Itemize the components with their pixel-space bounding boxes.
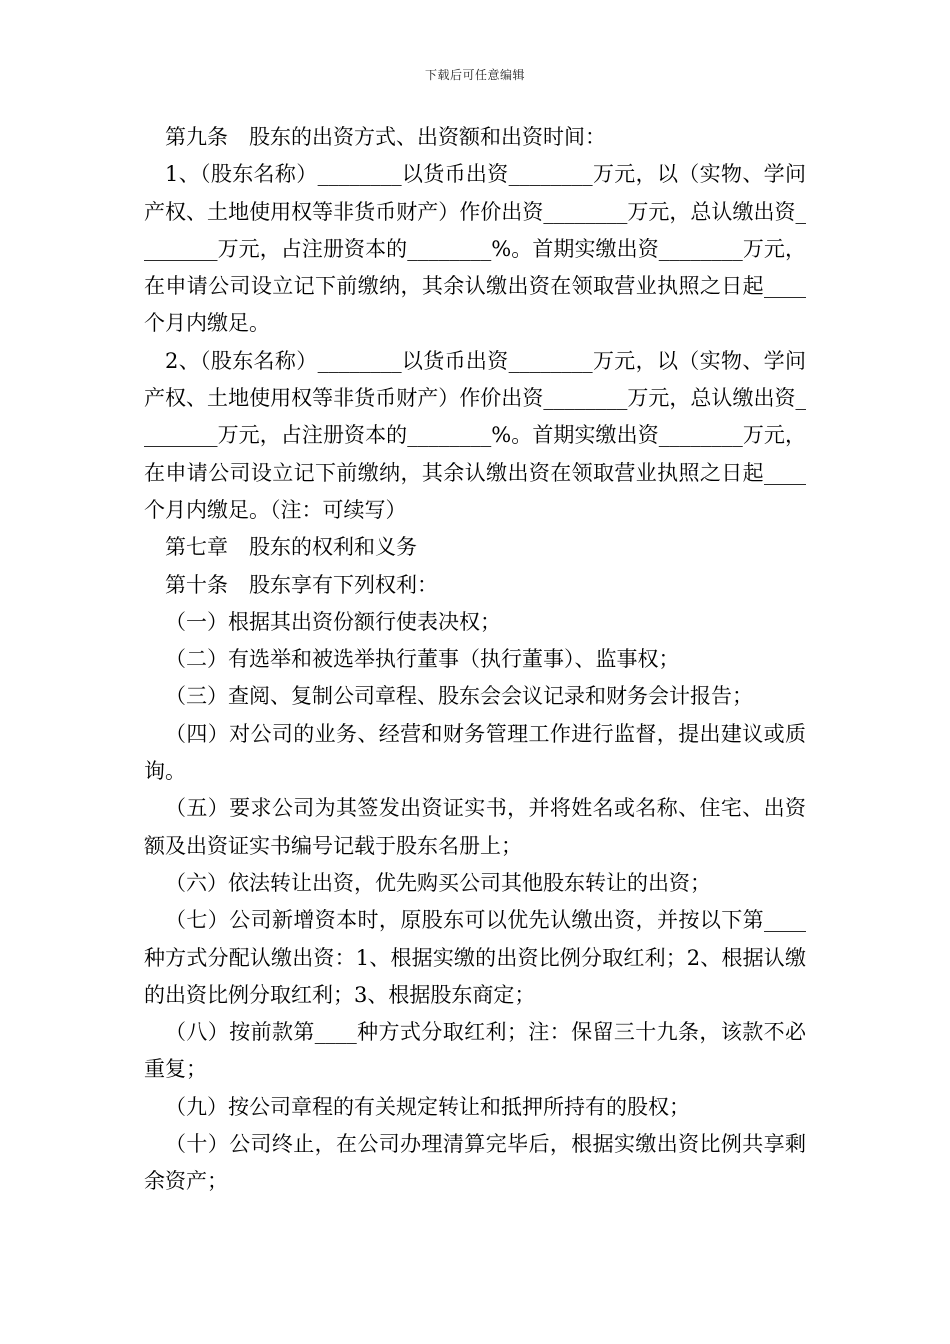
right-item-10: （十）公司终止，在公司办理清算完毕后，根据实缴出资比例共享剩余资产；	[144, 1132, 806, 1194]
shareholder-2-contribution: 2、（股东名称）________以货币出资________万元，以（实物、学问产权、土地使用权等非货币财产）作价出资________万元，总认缴出资________万元，占注册资本的________%。首期实缴出资________万元，在申请公司设立记下前缴纳，其余认缴出资在领取营业执照之日起____个月内缴足。（注：可续写）	[144, 348, 806, 522]
right-item-3: （三）查阅、复制公司章程、股东会会议记录和财务会计报告；	[165, 684, 753, 709]
right-item-5: （五）要求公司为其签发出资证实书，并将姓名或名称、住宅、出资额及出资证实书编号记载于股东名册上；	[144, 796, 806, 858]
document-body	[144, 119, 806, 1201]
article-10-heading: 第十条 股东享有下列权利：	[165, 572, 438, 597]
chapter-7-heading: 第七章 股东的权利和义务	[165, 535, 417, 560]
right-item-8: （八）按前款第____种方式分取红利；注：保留三十九条，该款不必重复；	[144, 1020, 806, 1082]
right-item-6: （六）依法转让出资，优先购买公司其他股东转让的出资；	[165, 870, 711, 895]
shareholder-1-contribution: 1、（股东名称）________以货币出资________万元，以（实物、学问产权、土地使用权等非货币财产）作价出资________万元，总认缴出资________万元，占注册资本的________%。首期实缴出资________万元，在申请公司设立记下前缴纳，其余认缴出资在领取营业执照之日起____个月内缴足。	[144, 162, 806, 336]
right-item-9: （九）按公司章程的有关规定转让和抵押所持有的股权；	[165, 1094, 690, 1119]
right-item-2: （二）有选举和被选举执行董事（执行董事）、监事权；	[165, 647, 680, 672]
article-9-heading: 第九条 股东的出资方式、出资额和出资时间：	[165, 125, 606, 149]
page-header: 下载后可任意编辑	[424, 68, 525, 82]
right-item-7: （七）公司新增资本时，原股东可以优先认缴出资，并按以下第____种方式分配认缴出资：1、根据实缴的出资比例分取红利；2、根据认缴的出资比例分取红利；3、根据股东商定；	[144, 908, 806, 1007]
right-item-4: （四）对公司的业务、经营和财务管理工作进行监督，提出建议或质询。	[144, 721, 806, 784]
right-item-1: （一）根据其出资份额行使表决权；	[165, 609, 501, 634]
